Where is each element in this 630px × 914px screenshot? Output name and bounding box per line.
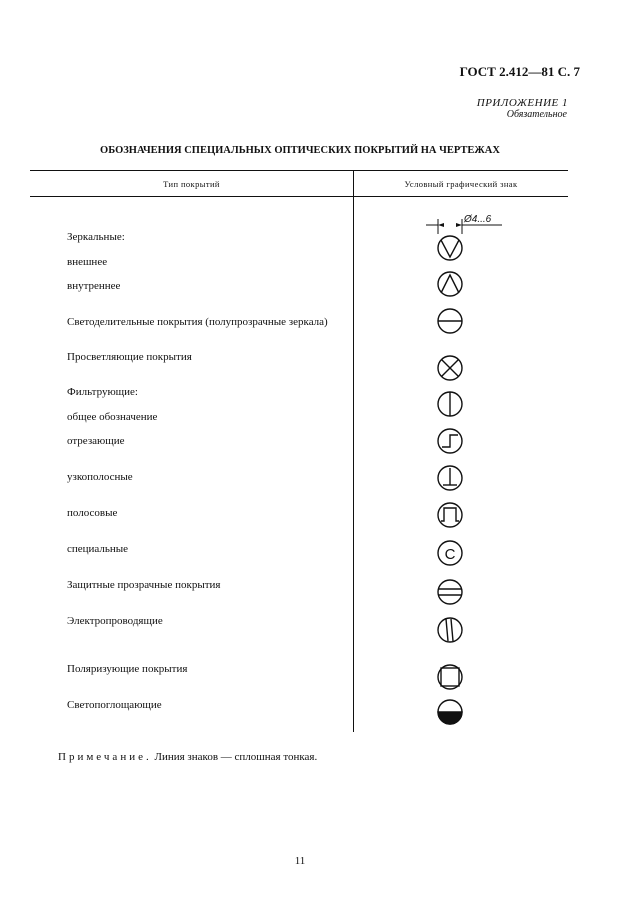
symbol-beam-splitting bbox=[438, 309, 462, 333]
column-header-coating-type: Тип покрытий bbox=[163, 179, 220, 189]
symbol-polarizing bbox=[438, 665, 462, 689]
symbol-column bbox=[420, 200, 560, 740]
symbol-mirror-internal bbox=[438, 272, 462, 296]
symbol-mirror-external bbox=[438, 236, 462, 260]
symbol-conductive bbox=[438, 618, 462, 642]
row-label-filter-bandpass: полосовые bbox=[67, 507, 118, 519]
symbol-filter-cutoff bbox=[438, 429, 462, 453]
row-label-mirror-external: внешнее bbox=[67, 256, 108, 268]
symbol-filter-bandpass bbox=[438, 503, 462, 527]
appendix-label: ПРИЛОЖЕНИЕ 1 bbox=[476, 97, 568, 109]
table-column-divider bbox=[353, 170, 354, 732]
document-reference: ГОСТ 2.412—81 С. 7 bbox=[459, 64, 580, 79]
dimension-label: Ø4...6 bbox=[464, 214, 492, 225]
diameter-dimension bbox=[426, 214, 502, 234]
symbol-antireflection bbox=[438, 356, 462, 380]
row-label-polarizing: Поляризующие покрытия bbox=[67, 663, 188, 675]
row-label-beam-splitting: Светоделительные покрытия (полупрозрачные зеркала) bbox=[67, 316, 328, 328]
row-label-conductive: Электропроводящие bbox=[67, 615, 163, 627]
row-label-mirror-group: Зеркальные: bbox=[67, 231, 125, 243]
symbol-filter-special bbox=[438, 541, 462, 565]
special-letter: C bbox=[444, 546, 456, 563]
symbol-filter-general bbox=[438, 392, 462, 416]
page-title: ОБОЗНАЧЕНИЯ СПЕЦИАЛЬНЫХ ОПТИЧЕСКИХ ПОКРЫТИЙ НА ЧЕРТЕЖАХ bbox=[100, 145, 500, 156]
footnote-lead: Примечание. bbox=[58, 751, 152, 763]
row-label-filter-cutoff: отрезающие bbox=[67, 435, 125, 447]
symbol-absorbing bbox=[438, 700, 462, 724]
symbol-filter-narrowband bbox=[438, 466, 462, 490]
footnote-text: Линия знаков — сплошная тонкая. bbox=[151, 751, 318, 763]
row-label-filter-narrowband: узкополосные bbox=[67, 471, 133, 483]
column-header-graphic-symbol: Условный графический знак bbox=[404, 179, 518, 189]
row-label-mirror-internal: внутреннее bbox=[67, 280, 121, 292]
row-label-filter-special: специальные bbox=[67, 543, 129, 555]
table-top-rule bbox=[30, 170, 568, 171]
footnote bbox=[58, 751, 317, 763]
table-header-rule bbox=[30, 196, 568, 197]
page-number: 11 bbox=[294, 855, 306, 867]
symbol-protective bbox=[438, 580, 462, 604]
row-label-protective: Защитные прозрачные покрытия bbox=[67, 579, 221, 591]
mandatory-label: Обязательное bbox=[506, 109, 567, 120]
row-label-filter-general: общее обозначение bbox=[67, 411, 158, 423]
row-label-antireflection: Просветляющие покрытия bbox=[67, 351, 192, 363]
row-label-absorbing: Светопоглощающие bbox=[67, 699, 162, 711]
row-label-filter-group: Фильтрующие: bbox=[67, 386, 138, 398]
